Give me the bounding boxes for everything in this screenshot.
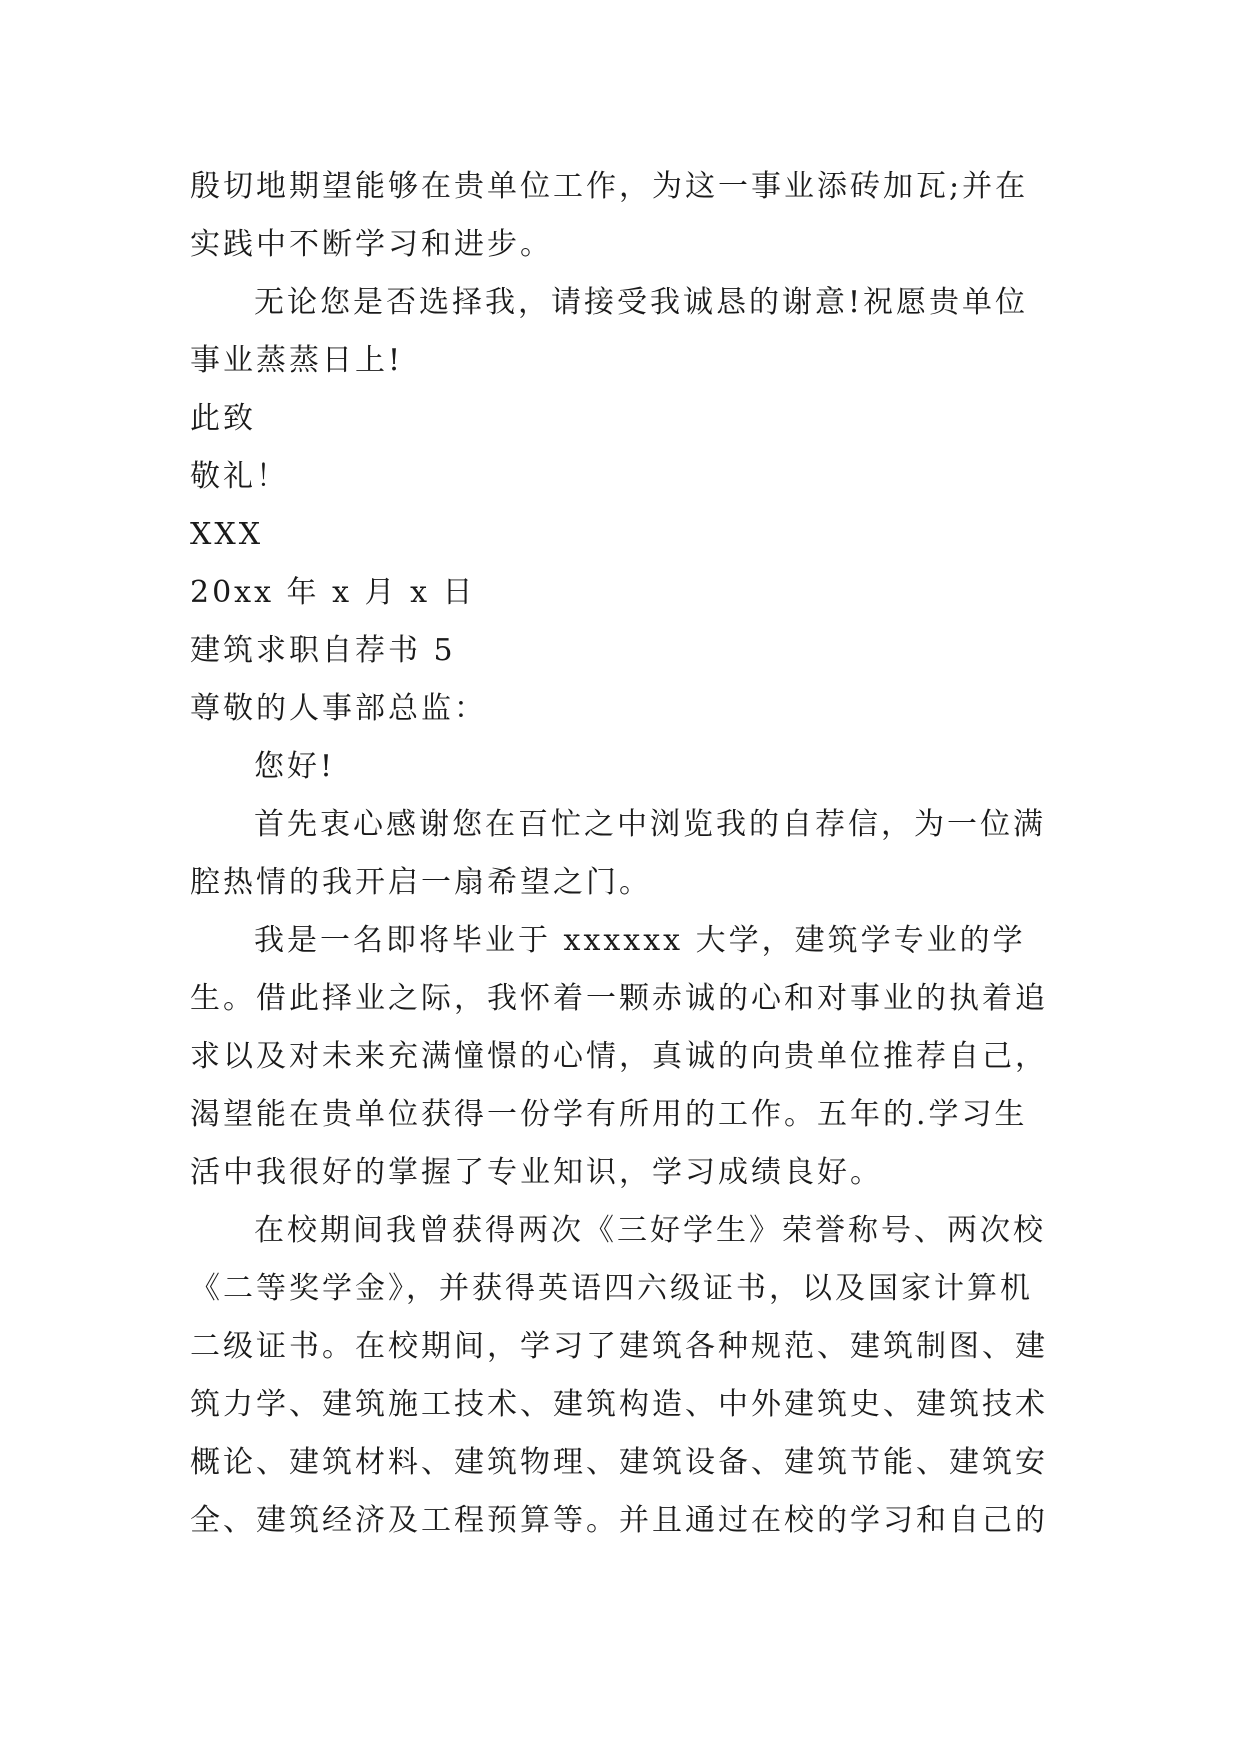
signature-date: 20xx 年 x 月 x 日 xyxy=(190,575,476,610)
letter-hello: 您好! xyxy=(254,749,336,784)
salutation-jingli: 敬礼！ xyxy=(190,459,289,494)
paragraph-self-introduction: 我是一名即将毕业于 xxxxxx 大学，建筑学专业的学生。借此择业之际，我怀着一颗赤诚的心和对事业的执着追求以及对未来充满憧憬的心情，真诚的向贵单位推荐自己，渴望能在贵单位获得一份学有所用的工作。五年的.学习生活中我很好的掌握了专业知识，学习成绩良好。 xyxy=(190,923,1048,1190)
section-title: 建筑求职自荐书 5 xyxy=(190,633,456,668)
signature-name: XXX xyxy=(190,517,264,552)
paragraph-thanks: 无论您是否选择我，请接受我诚恳的谢意!祝愿贵单位事业蒸蒸日上! xyxy=(190,285,1029,378)
salutation-cizhi: 此致 xyxy=(190,401,256,436)
letter-greeting: 尊敬的人事部总监： xyxy=(190,691,487,726)
paragraph-achievements: 在校期间我曾获得两次《三好学生》荣誉称号、两次校《二等奖学金》，并获得英语四六级证书，以及国家计算机二级证书。在校期间，学习了建筑各种规范、建筑制图、建筑力学、建筑施工技术、建筑构造、中外建筑史、建筑技术概论、建筑材料、建筑物理、建筑设备、建筑节能、建筑安全、建筑经济及工程预算等。并且通过在校的学习和自己的 xyxy=(190,1213,1048,1538)
paragraph-closing-hope: 殷切地期望能够在贵单位工作，为这一事业添砖加瓦;并在实践中不断学习和进步。 xyxy=(190,169,1029,262)
document-body xyxy=(190,158,1050,1550)
paragraph-intro: 首先衷心感谢您在百忙之中浏览我的自荐信，为一位满腔热情的我开启一扇希望之门。 xyxy=(190,807,1046,900)
